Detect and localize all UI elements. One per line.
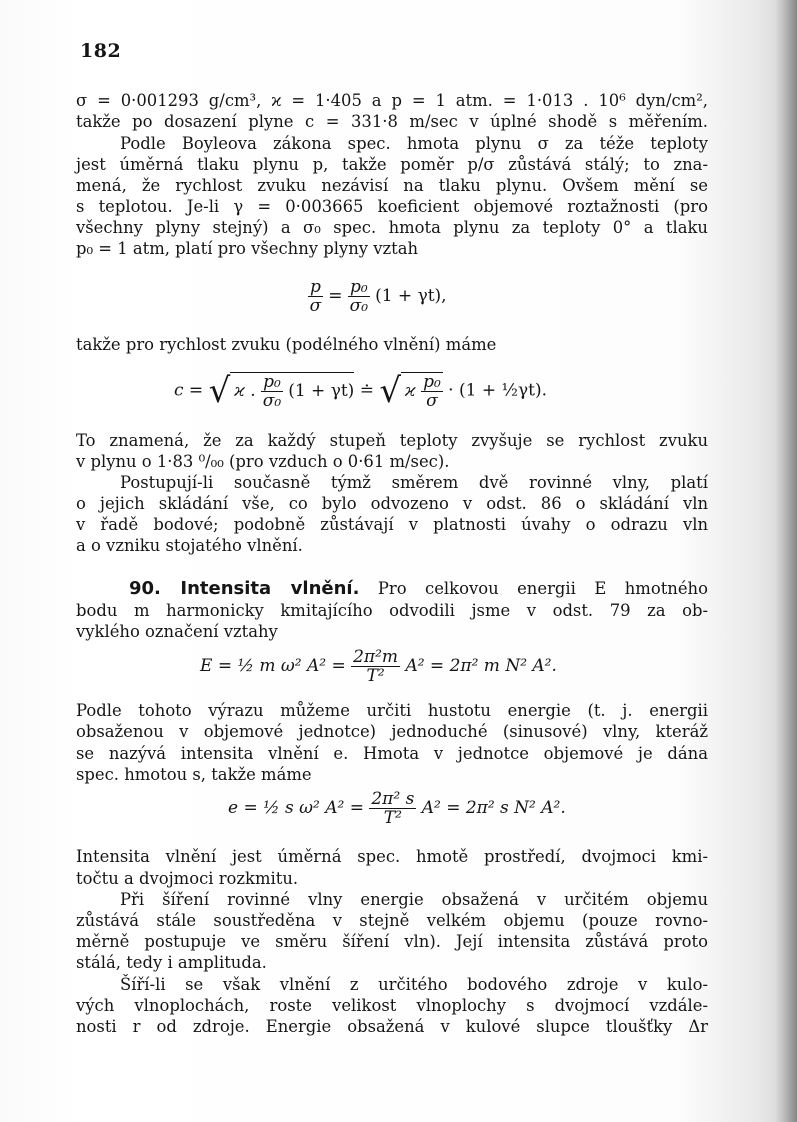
section-heading-line [76, 578, 708, 599]
text-line: všechny plyny stejný) a σ₀ spec. hmota plynu za teploty 0° a tlaku [76, 218, 708, 237]
text-line: Při šíření rovinné vlny energie obsažená v určitém objemu [120, 890, 708, 909]
text-line: Podle Boyleova zákona spec. hmota plynu σ za téže teploty [120, 134, 708, 153]
section-heading: 90. Intensita vlnění. [129, 578, 360, 599]
text-line: takže pro rychlost zvuku (podélného vlnění) máme [76, 335, 497, 354]
text-line: takže po dosazení plyne c = 331·8 m/sec v úplné shodě s měřením. [76, 112, 708, 131]
text-line: se nazývá intensita vlnění e. Hmota v jednotce objemové je dána [76, 744, 708, 763]
text-line: jest úměrná tlaku plynu p, takže poměr p/σ zůstává stálý; to zna- [76, 155, 708, 174]
text-line: v plynu o 1·83 ⁰/₀₀ (pro vzduch o 0·61 m/sec). [76, 452, 450, 471]
text-line: Podle tohoto výrazu můžeme určiti hustotu energie (t. j. energii [76, 701, 708, 720]
text-line: stálá, tedy i amplituda. [76, 953, 267, 972]
text-line: mená, že rychlost zvuku nezávisí na tlaku plynu. Ovšem mění se [76, 176, 708, 195]
equation-sound-speed: c = √ ϰ . $\frac{\text{p₀}}{\text{σ₀}}$ (1 + γt) ≐ √ ϰ $\frac{\text{p₀}}{\sigma}$ · (1 + ½γt). [174, 371, 547, 411]
text-line: nosti r od zdroje. Energie obsažená v kulové slupce tloušťky Δr [76, 1017, 708, 1036]
text-line: σ = 0·001293 g/cm³, ϰ = 1·405 a p = 1 atm. = 1·013 . 10⁶ dyn/cm², [76, 91, 708, 110]
text-line: točtu a dvojmoci rozkmitu. [76, 869, 299, 888]
text-line: spec. hmotou s, takže máme [76, 765, 312, 784]
text-line: Šíří-li se však vlnění z určitého bodového zdroje v kulo- [120, 975, 708, 994]
text-line: v řadě bodové; podobně zůstávají v platnosti úvahy o odrazu vln [76, 515, 708, 534]
text-line: Pro celkovou energii E hmotného [377, 579, 708, 598]
text-line: vyklého označení vztahy [76, 622, 278, 641]
text-line: To znamená, že za každý stupeň teploty zvyšuje se rychlost zvuku [76, 431, 708, 450]
text-line: zůstává stále soustředěna v stejně velkém objemu (pouze rovno- [76, 911, 708, 930]
text-line: bodu m harmonicky kmitajícího odvodili jsme v odst. 79 za ob- [76, 601, 708, 620]
text-line: s teplotou. Je-li γ = 0·003665 koeficient objemové roztažnosti (pro [76, 197, 708, 216]
equation-gas-law: $\frac{p}{\sigma}$ = $\frac{\text{p₀}}{\text{σ₀}}$ (1 + γt), [309, 277, 447, 316]
text-line: o jejich skládání vše, co bylo odvozeno v odst. 86 o skládání vln [76, 494, 708, 513]
equation-energy: E = ½ m ω² A² = $\frac{\text{2π²m}}{\text{T²}}$ A² = 2π² m N² A². [200, 647, 557, 686]
text-line: Intensita vlnění jest úměrná spec. hmotě prostředí, dvojmoci kmi- [76, 847, 708, 866]
equation-intensity: e = ½ s ω² A² = $\frac{\text{2π² s}}{\text{T²}}$ A² = 2π² s N² A². [228, 789, 566, 828]
text-line: vých vlnoplochách, roste velikost vlnoplochy s dvojmocí vzdále- [76, 996, 708, 1015]
page-number: 182 [80, 40, 122, 62]
text-line: Postupují-li současně týmž směrem dvě rovinné vlny, platí [120, 473, 708, 492]
text-line: měrně postupuje ve směru šíření vln). Její intensita zůstává proto [76, 932, 708, 951]
text-line: a o vzniku stojatého vlnění. [76, 536, 303, 555]
text-line: obsaženou v objemové jednotce) jednoduché (sinusové) vlny, kteráž [76, 722, 708, 741]
page-edge-shadow [775, 0, 797, 1122]
text-line: p₀ = 1 atm, platí pro všechny plyny vztah [76, 239, 419, 258]
